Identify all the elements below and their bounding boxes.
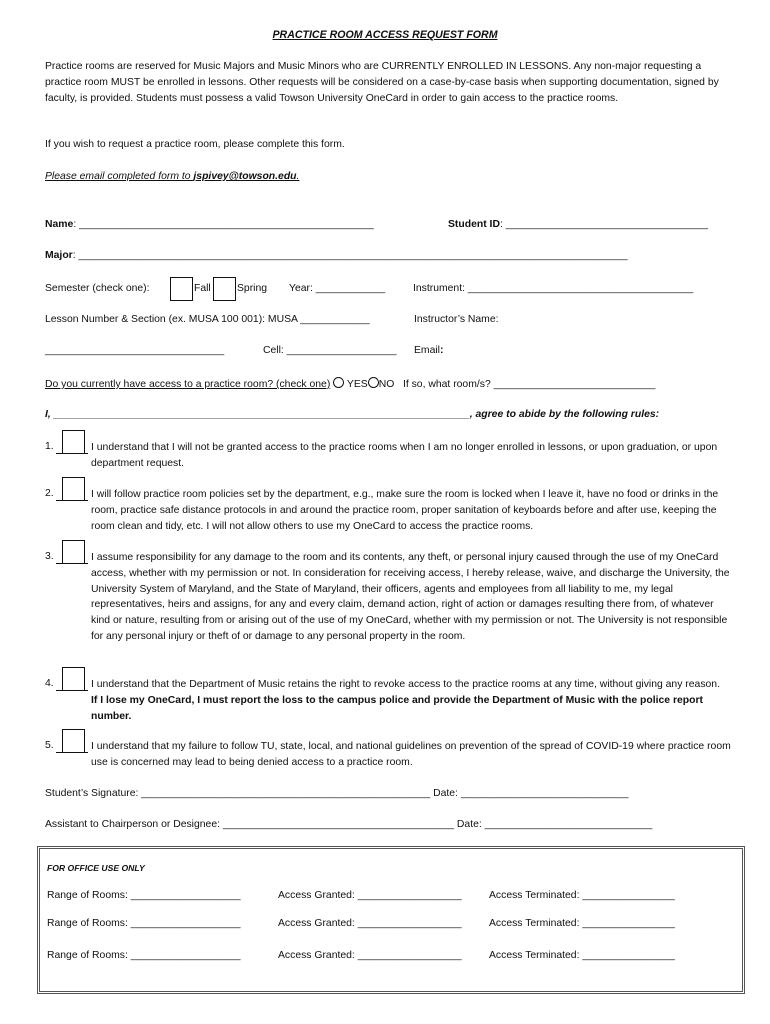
lesson-number-field[interactable]: Lesson Number & Section (ex. MUSA 100 001): MUSA ____________ — [45, 314, 370, 325]
spring-label: Spring — [237, 283, 268, 294]
rule-text: I assume responsibility for any damage to the room and its contents, any theft, or personal injury caused through the use of my OneCard access, whether with my permission or not. In consideration for receiving access, I hereby release, waive, and discharge the University, the University System of Maryland, and the State of Maryland, their officers, agents and employees from all liability to me, my legal representatives, heirs and assigns, for any and every claim, demand action, right of action or damages resulting there from, of whatever kind or nature, resulting from or arising out of the use of my OneCard, whether with my permission or not. The University is not responsible for any personal injury or theft of or damage to any personal property in the room. — [91, 552, 730, 642]
rule-number: 4. — [45, 678, 54, 689]
rule-1-checkbox[interactable] — [62, 430, 85, 454]
access-terminated-field[interactable]: Access Terminated: ________________ — [489, 918, 675, 929]
rule-number: 3. — [45, 551, 54, 562]
rule-text — [91, 677, 731, 724]
intro-paragraph: Practice rooms are reserved for Music Majors and Music Minors who are CURRENTLY ENROLLED IN LESSONS. Any non-major requesting a practice room MUST be enrolled in lessons. Other requests will be considered on a case-by-case basis when supporting documentation, signed by faculty, is provided. Students must possess a valid Towson University OneCard in order to gain access to the practice rooms. — [45, 61, 719, 104]
which-room-field[interactable]: If so, what room/s? ____________________________ — [402, 379, 656, 390]
email-prefix: Please email completed form to — [45, 171, 194, 182]
rule-4-bold-text: If I lose my OneCard, I must report the loss to the campus police and provide the Department of Music with the police report number. — [91, 694, 703, 722]
cell-field[interactable]: Cell: ___________________ — [263, 345, 397, 356]
rule-text: I will follow practice room policies set by the department, e.g., make sure the room is locked when I leave it, have no food or drinks in the room, practice safe distance protocols in and around the practice room, proper sanitation of keyboards before and after use, keeping the room clean and tidy, etc. I will not allow others to use my OneCard to access the practice rooms. — [91, 489, 719, 532]
access-granted-field[interactable]: Access Granted: __________________ — [278, 890, 462, 901]
range-of-rooms-field[interactable]: Range of Rooms: ___________________ — [47, 890, 241, 901]
fall-label: Fall — [194, 283, 211, 294]
office-use-heading: FOR OFFICE USE ONLY — [47, 863, 145, 873]
rule-2-checkbox[interactable] — [62, 477, 85, 501]
instrument-field[interactable]: Instrument: _______________________________________ — [413, 283, 694, 294]
rule-3-checkbox[interactable] — [62, 540, 85, 564]
rule-4-text: I understand that the Department of Music retains the right to revoke access to the practice rooms at any time, without giving any reason. — [91, 679, 720, 690]
rule-5-checkbox[interactable] — [62, 729, 85, 753]
major-label: Major — [45, 250, 73, 261]
name-blank: : ___________________________________________________ — [73, 219, 374, 230]
office-use-box — [37, 846, 745, 994]
spring-checkbox[interactable] — [213, 277, 236, 301]
instruction-text: If you wish to request a practice room, please complete this form. — [45, 139, 345, 150]
rule-4-checkbox[interactable] — [62, 667, 85, 691]
rule-number: 2. — [45, 488, 54, 499]
access-question-text: Do you currently have access to a practice room? (check one) — [45, 379, 331, 390]
access-question — [45, 377, 655, 390]
major-field[interactable] — [45, 250, 627, 261]
rule-number: 1. — [45, 441, 54, 452]
access-granted-field[interactable]: Access Granted: __________________ — [278, 950, 462, 961]
name-label: Name — [45, 219, 74, 230]
form-title: PRACTICE ROOM ACCESS REQUEST FORM — [272, 29, 498, 41]
email-instruction — [45, 171, 299, 182]
major-blank: : _______________________________________________________________________________________________ — [72, 250, 628, 261]
email-label: Email — [414, 345, 440, 356]
agree-line: I, ________________________________________________________________________, agree to abide by the following rules: — [45, 409, 660, 420]
semester-label: Semester (check one): — [45, 283, 150, 294]
access-granted-field[interactable]: Access Granted: __________________ — [278, 918, 462, 929]
student-id-field[interactable] — [448, 219, 708, 230]
email-address-link[interactable]: jspivey@towson.edu — [193, 171, 297, 182]
student-id-label: Student ID — [448, 219, 500, 230]
fall-checkbox[interactable] — [170, 277, 193, 301]
name-field[interactable] — [45, 219, 374, 230]
student-id-blank: : ___________________________________ — [499, 219, 708, 230]
rule-text: I understand that I will not be granted access to the practice rooms when I am no longer enrolled in lessons, or upon graduation, or upon department request. — [91, 442, 718, 469]
rule-number: 5. — [45, 740, 54, 751]
rule-text: I understand that my failure to follow TU, state, local, and national guidelines on prevention of the spread of COVID-19 where practice room use is concerned may lead to being denied access to a practice room. — [91, 741, 731, 768]
access-terminated-field[interactable]: Access Terminated: ________________ — [489, 890, 675, 901]
access-terminated-field[interactable]: Access Terminated: ________________ — [489, 950, 675, 961]
phone-blank[interactable]: _______________________________ — [45, 345, 225, 356]
no-label: NO — [378, 379, 395, 390]
email-field[interactable] — [414, 345, 443, 356]
range-of-rooms-field[interactable]: Range of Rooms: ___________________ — [47, 918, 241, 929]
yes-label: YES — [346, 379, 368, 390]
year-field[interactable]: Year: ____________ — [289, 283, 386, 294]
email-suffix: . — [296, 171, 300, 182]
range-of-rooms-field[interactable]: Range of Rooms: ___________________ — [47, 950, 241, 961]
yes-radio[interactable] — [333, 377, 344, 388]
email-colon: : — [439, 345, 444, 356]
student-signature-field[interactable]: Student’s Signature: __________________________________________________ Date: _____________________________ — [45, 788, 629, 799]
instructor-name-field[interactable]: Instructor’s Name: — [414, 314, 499, 325]
assistant-signature-field[interactable]: Assistant to Chairperson or Designee: ________________________________________ Date: _____________________________ — [45, 819, 653, 830]
no-radio[interactable] — [368, 377, 379, 388]
